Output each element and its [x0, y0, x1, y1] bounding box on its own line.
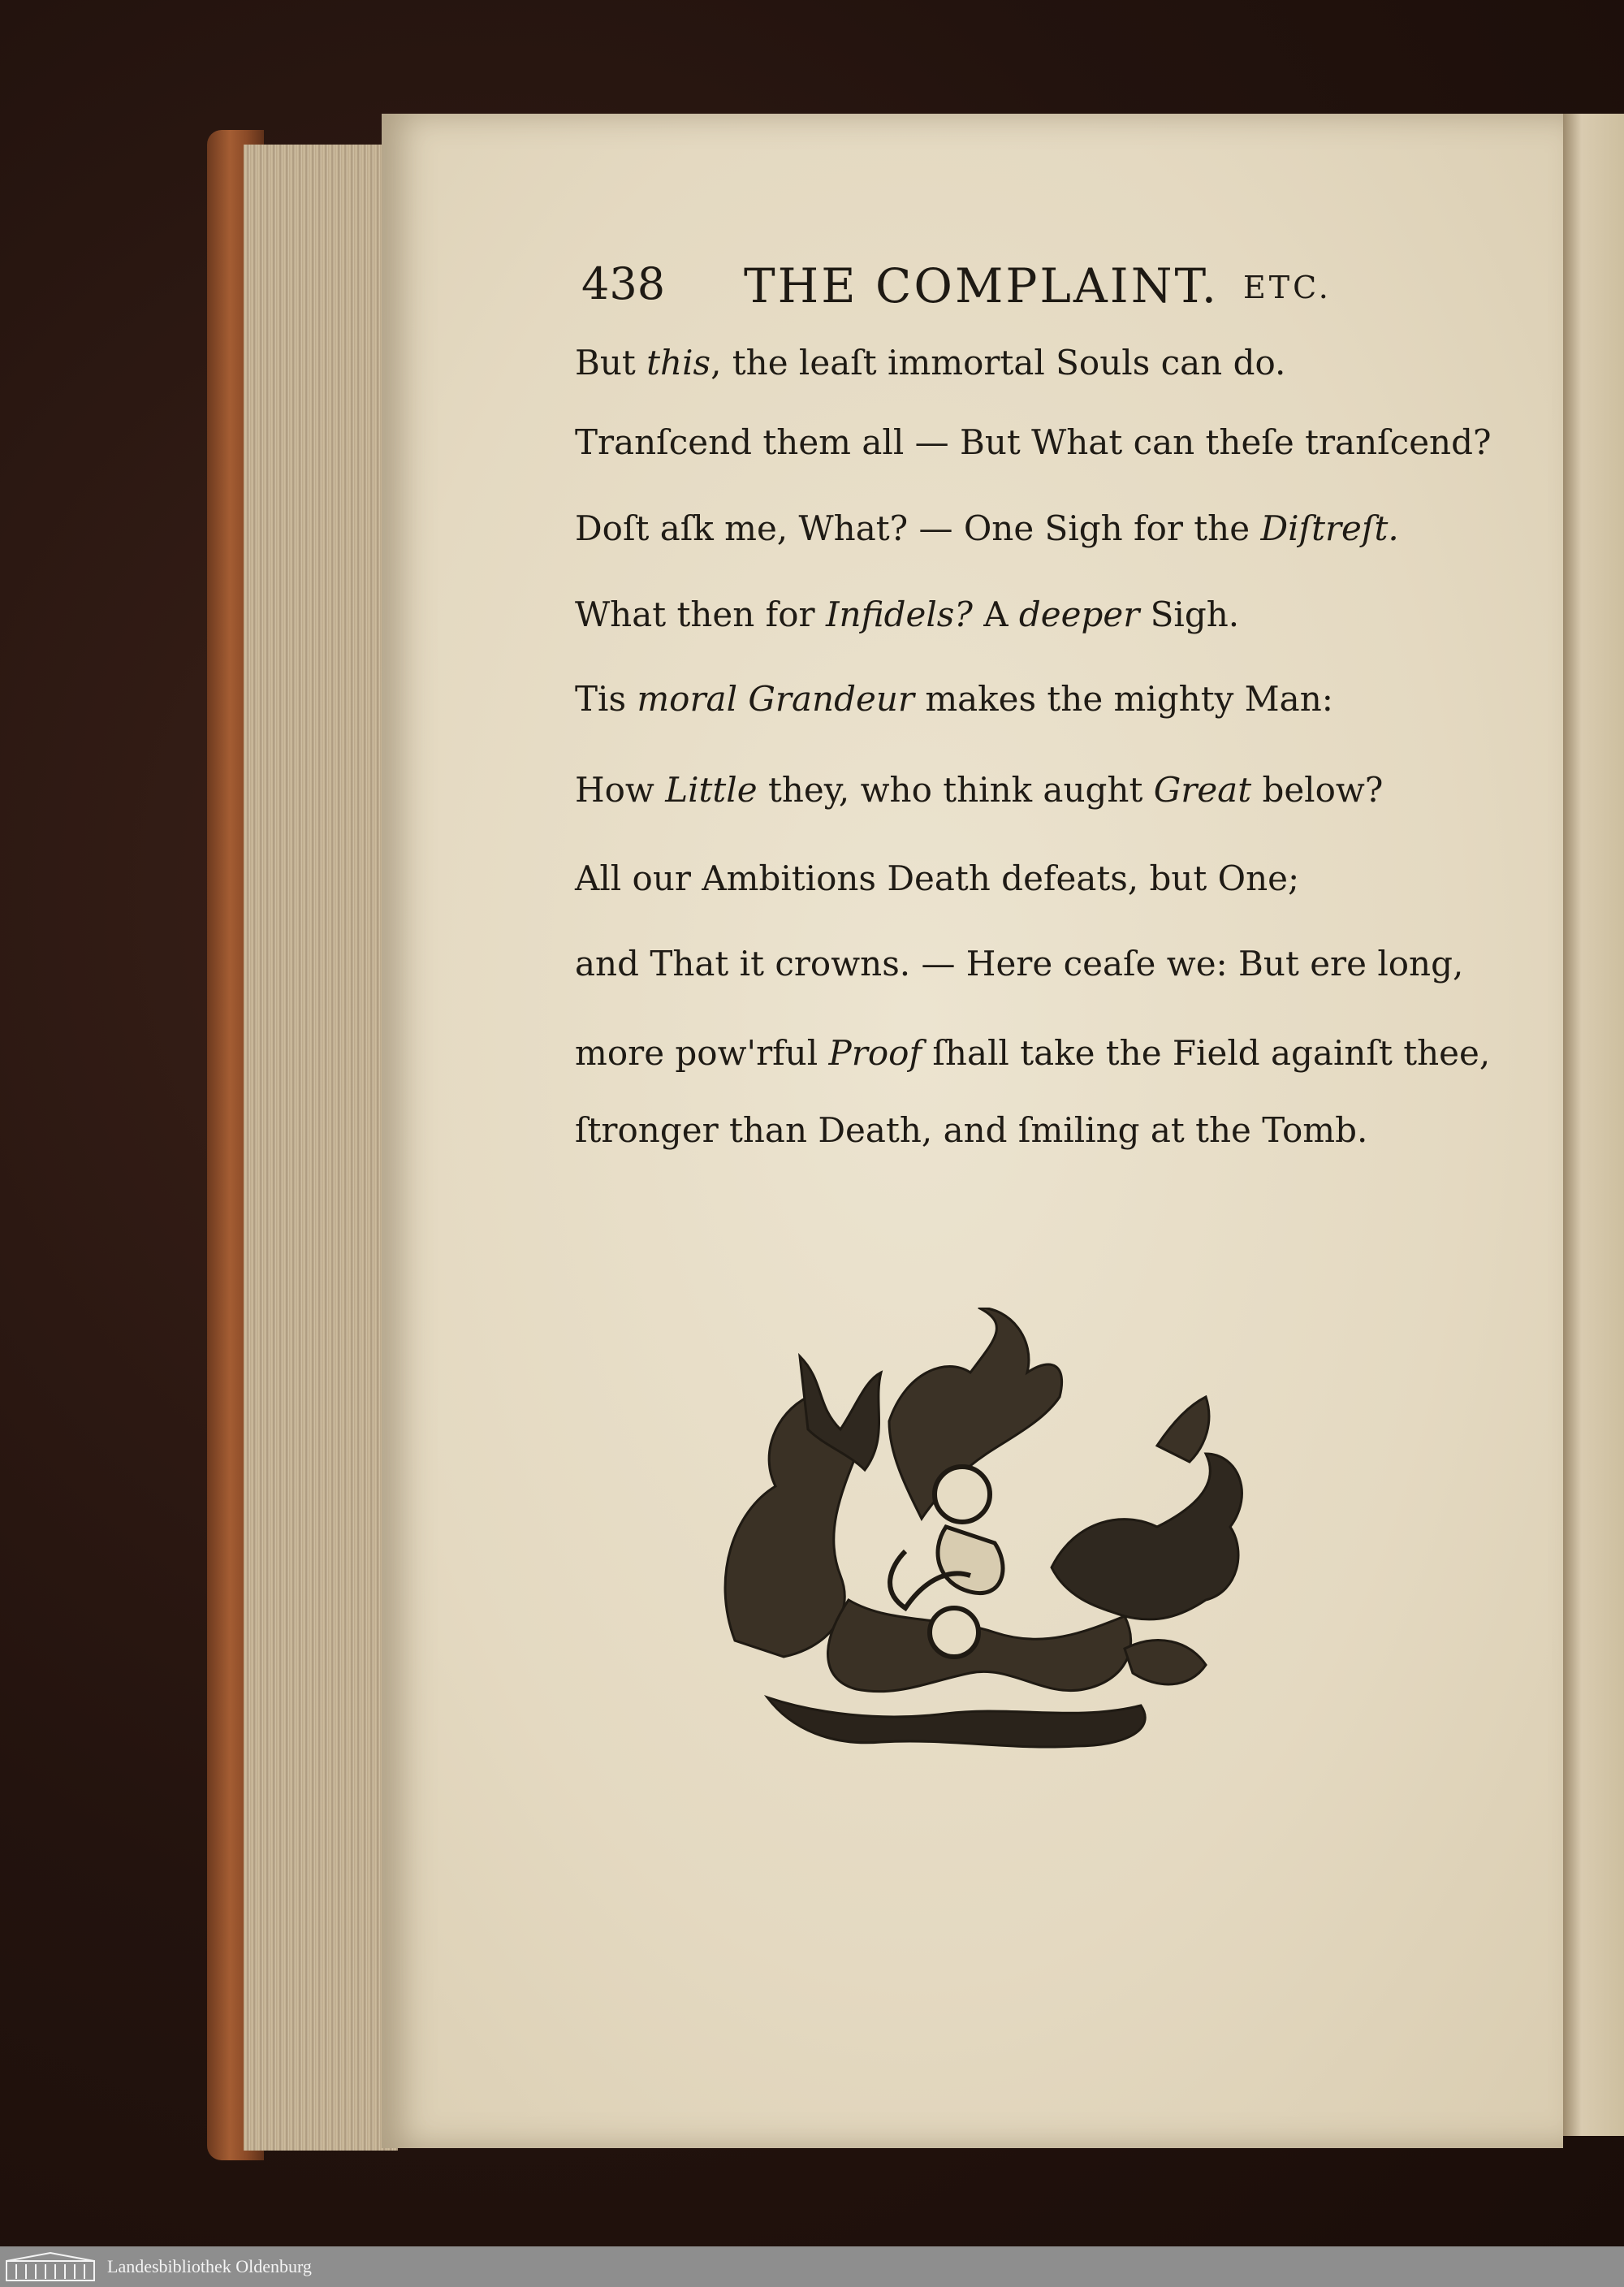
poem-line: and That it crowns. — Here ceaſe we: But ere long,: [575, 944, 1464, 984]
page-number: 438: [581, 258, 666, 309]
facing-page-edge: [1563, 114, 1624, 2136]
poem-line: Tis moral Grandeur makes the mighty Man:: [575, 679, 1333, 719]
poem-line: ſtronger than Death, and ſmiling at the Tomb.: [575, 1110, 1368, 1150]
footer-bar: [0, 2246, 1624, 2287]
poem-line: How Little they, who think aught Great below?: [575, 770, 1384, 810]
cherub-vignette-icon: [702, 1308, 1255, 1754]
poem-line: What then for Infidels? A deeper Sigh.: [575, 594, 1240, 634]
running-title-suffix: ETC.: [1243, 270, 1332, 305]
library-name: Landesbibliothek Oldenburg: [107, 2256, 312, 2276]
poem-line: All our Ambitions Death defeats, but One;: [575, 858, 1300, 898]
page-edges: [244, 145, 398, 2151]
running-title: THE COMPLAINT.: [744, 258, 1220, 313]
poem-line: But this, the leaſt immortal Souls can do.: [575, 343, 1286, 383]
page-header: [581, 258, 1393, 323]
poem-line: Tranſcend them all — But What can theſe tranſcend?: [575, 422, 1492, 462]
poem-line: Doſt aſk me, What? — One Sigh for the Diſtreſt.: [575, 508, 1399, 548]
poem-line: more pow'rful Proof ſhall take the Field againſt thee,: [575, 1033, 1491, 1073]
library-building-icon: [5, 2251, 96, 2282]
